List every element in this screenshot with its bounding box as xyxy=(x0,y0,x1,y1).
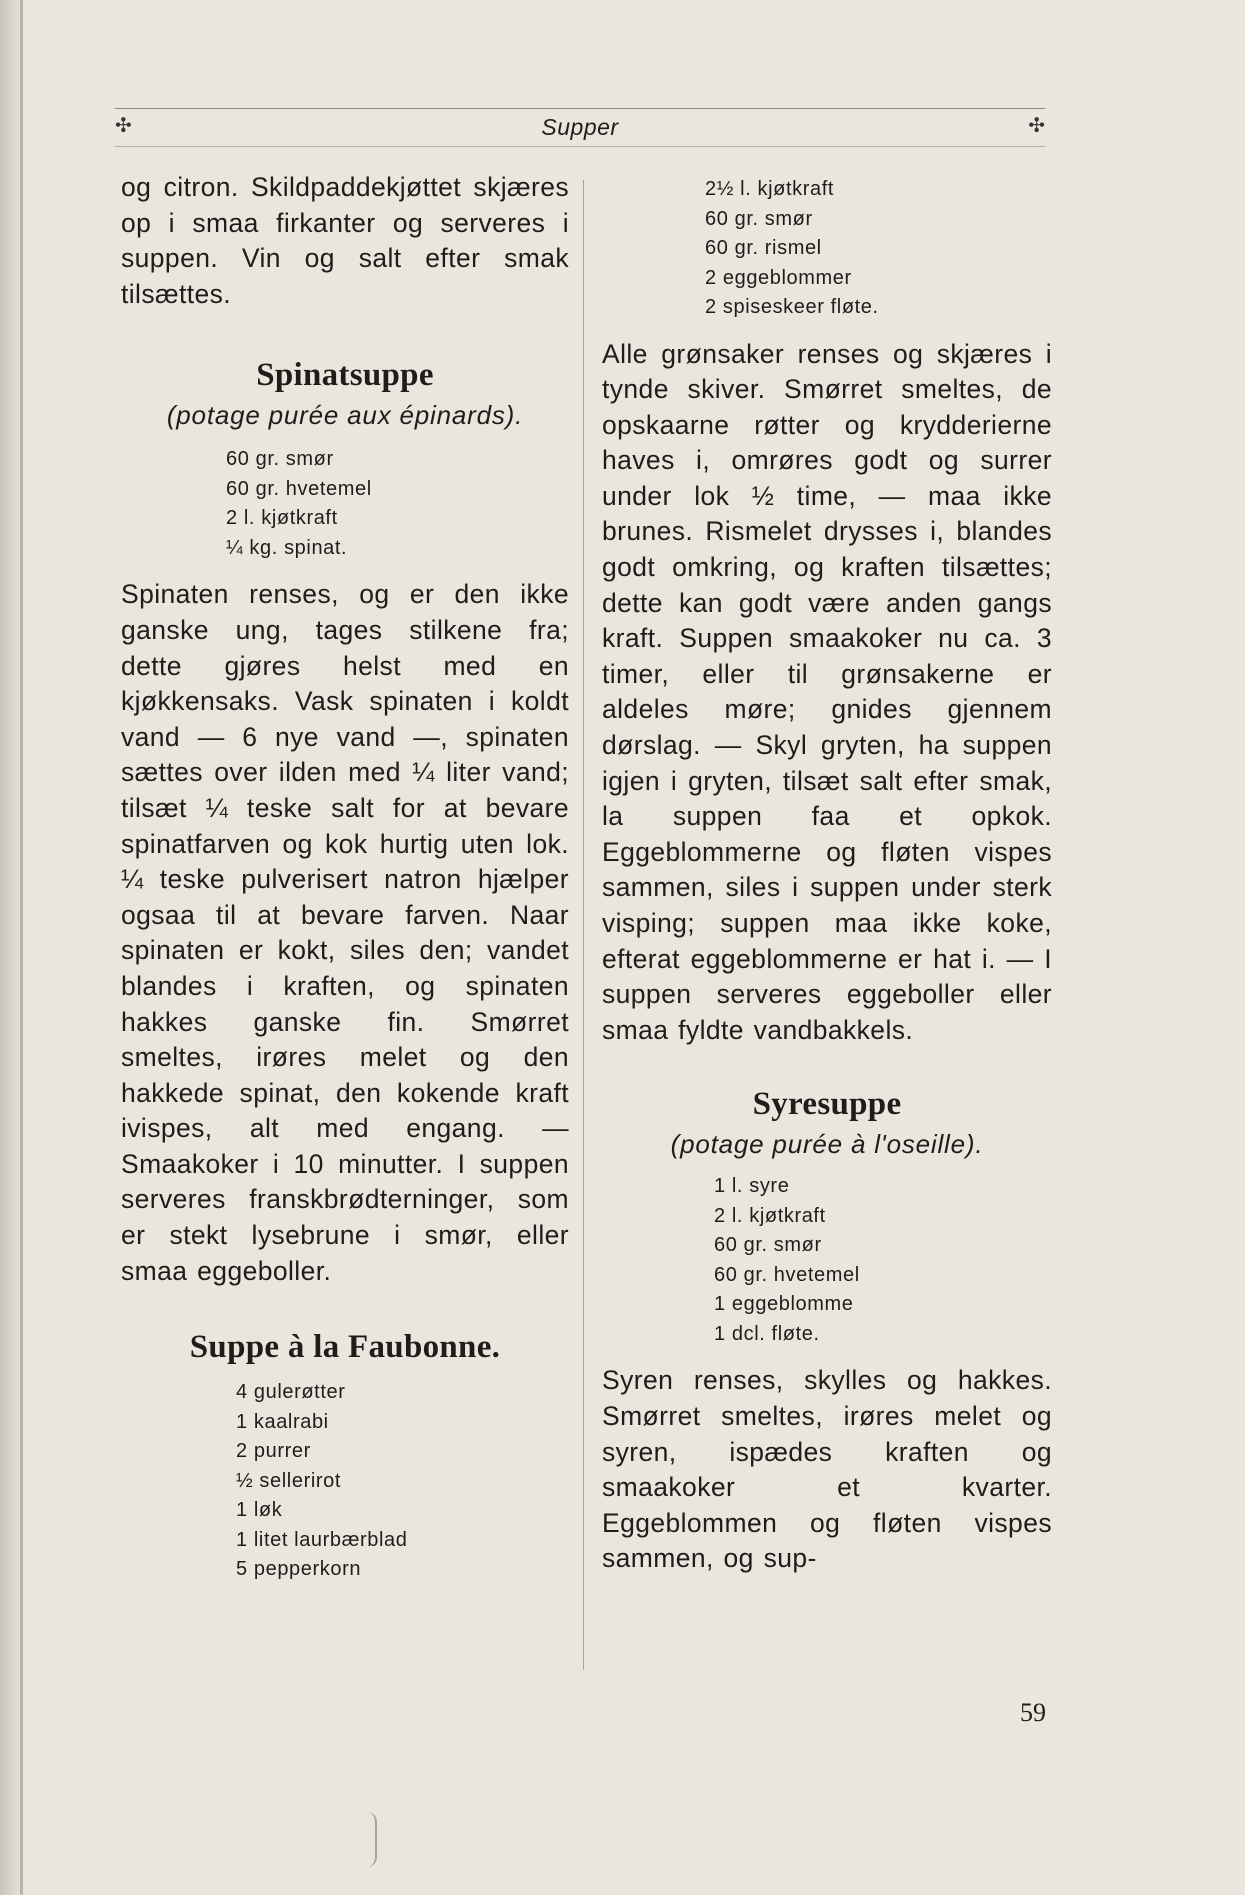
page-number: 59 xyxy=(1020,1698,1046,1727)
recipe-subtitle-syresuppe: (potage purée à l'oseille). xyxy=(670,1129,984,1160)
running-header-title: Supper xyxy=(541,114,619,140)
ingredient-item: ½ sellerirot xyxy=(236,1469,342,1492)
recipe-title-spinatsuppe: Spinatsuppe xyxy=(256,357,434,394)
right-column xyxy=(602,175,1052,1577)
ingredient-item: 2 eggeblommer xyxy=(705,266,852,289)
page-edge xyxy=(20,0,23,1895)
method-paragraph-faubonne: Alle grønsaker renses og skjæres i tynde skiver. Smørret smeltes, de opskaarne røtter og krydderierne haves i, omrøres godt og surrer under lok ½ time, — maa ikke brunes. Rismelet drysses i, blandes godt omkring, og kraften tilsættes; dette kan godt være anden gangs kraft. Suppen smaakoker nu ca. 3 timer, eller til grønsakerne er aldeles møre; gnides gjennem dørslag. — Skyl gryten, ha suppen igjen i gryten, tilsæt salt efter smak, la suppen faa et opkok. Eggeblommerne og fløten vispes sammen, siles i suppen under sterk visping; suppen maa ikke koke, efterat eggeblommerne er hat i. — I suppen serveres eggeboller eller smaa fyldte vandbakkels. xyxy=(602,338,1052,1045)
ingredient-item: 4 gulerøtter xyxy=(236,1381,346,1404)
ingredient-item: 2 spiseskeer fløte. xyxy=(705,296,879,318)
ingredient-item: 1 l. syre xyxy=(714,1175,790,1198)
ingredient-item: 1 eggeblomme xyxy=(714,1293,854,1316)
ingredient-list-syresuppe xyxy=(714,1172,1052,1349)
header-rule-top xyxy=(115,108,1045,109)
left-column xyxy=(121,170,569,1585)
ornament-left-icon: ✣ xyxy=(115,113,132,137)
ingredient-item: 1 kaalrabi xyxy=(236,1410,329,1433)
running-header xyxy=(115,108,1045,148)
ingredient-list-faubonne-continued xyxy=(705,175,1052,323)
ingredient-item: 1 dcl. fløte. xyxy=(714,1322,820,1345)
ingredient-item: 2 purrer xyxy=(236,1440,311,1463)
recipe-title-syresuppe: Syresuppe xyxy=(752,1086,902,1123)
method-paragraph-syresuppe: Syren renses, skylles og hakkes. Smørret smeltes, irøres melet og syren, ispædes kraften og smaakoker et kvarter. Eggeblommen og fløten vispes sammen, og sup- xyxy=(602,1365,1052,1574)
ingredient-item: 1 litet laurbærblad xyxy=(236,1528,408,1551)
ingredient-item: 1 løk xyxy=(236,1499,283,1522)
ingredient-item: 60 gr. smør xyxy=(705,207,813,230)
ingredient-list-spinatsuppe xyxy=(226,445,569,563)
ingredient-item: 5 pepperkorn xyxy=(236,1558,362,1581)
header-rule-bottom xyxy=(115,146,1045,147)
ingredient-item: 60 gr. rismel xyxy=(705,237,822,259)
column-divider xyxy=(583,180,584,1670)
ingredient-item: 60 gr. smør xyxy=(714,1234,822,1257)
ingredient-item: 2½ l. kjøtkraft xyxy=(705,178,835,200)
ingredient-list-faubonne xyxy=(236,1378,569,1585)
recipe-subtitle-spinatsuppe: (potage purée aux épinards). xyxy=(166,400,524,431)
gutter-shadow xyxy=(0,0,20,1895)
ingredient-item: 2 l. kjøtkraft xyxy=(714,1204,826,1227)
ingredient-item: 60 gr. hvetemel xyxy=(226,477,372,500)
ornament-right-icon: ✣ xyxy=(1028,113,1045,137)
ingredient-item: 60 gr. smør xyxy=(226,448,334,471)
ingredient-item: ¼ kg. spinat. xyxy=(226,536,348,559)
method-paragraph-spinatsuppe: Spinaten renses, og er den ikke ganske ung, tages stilkene fra; dette gjøres helst med en kjøkkensaks. Vask spinaten i koldt vand — 6 nye vand —, spinaten sættes over ilden med ¼ liter vand; tilsæt ¼ teske salt for at bevare spinatfarven og kok hurtig uten lok. ¼ teske pulverisert natron hjælper ogsaa til at bevare farven. Naar spinaten er kokt, siles den; vandet blandes i kraften, og spinaten hakkes ganske fin. Smørret smeltes, irøres melet og den hakkede spinat, den kokende kraft ivispes, alt med engang. — Smaakoker i 10 minutter. I suppen serveres franskbrødterninger, som er stekt lysebrune i smør, eller smaa eggeboller. xyxy=(121,579,569,1286)
ingredient-item: 2 l. kjøtkraft xyxy=(226,507,338,530)
ingredient-item: 60 gr. hvetemel xyxy=(714,1263,860,1286)
intro-paragraph: og citron. Skildpaddekjøttet skjæres op i smaa firkanter og serveres i suppen. Vin og salt efter smak tilsættes. xyxy=(121,172,569,309)
page-fold-mark xyxy=(365,1812,377,1867)
recipe-title-faubonne: Suppe à la Faubonne. xyxy=(189,1329,501,1366)
